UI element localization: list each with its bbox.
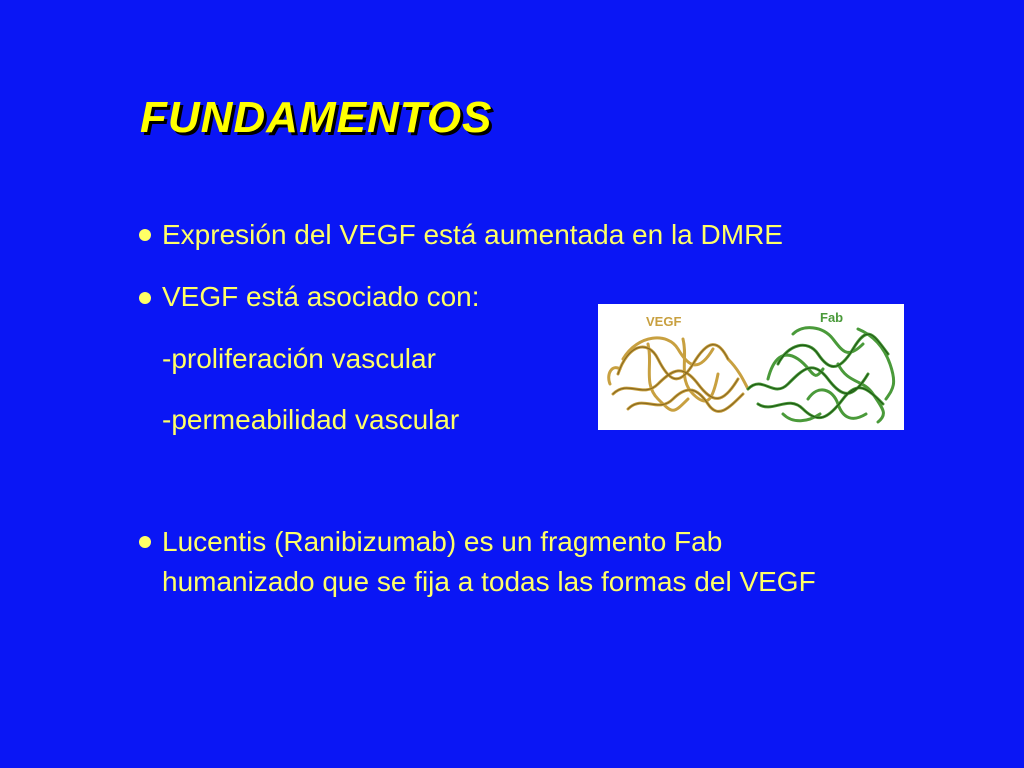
bullet-text: Lucentis (Ranibizumab) es un fragmento Fab [162, 526, 723, 557]
bullet-dot-icon [139, 292, 151, 304]
bullet-dot-icon [139, 536, 151, 548]
vegf-strands [609, 338, 748, 411]
vegf-fab-structure-image [598, 304, 904, 430]
bullet-text: humanizado que se fija a todas las formas del VEGF [162, 566, 816, 597]
fab-label: Fab [820, 310, 844, 325]
vegf-label: VEGF [646, 314, 682, 329]
bullet-text: VEGF está asociado con: [162, 281, 480, 312]
slide-title: FUNDAMENTOS [140, 93, 493, 142]
fab-strands [748, 328, 894, 422]
bullet-text: Expresión del VEGF está aumentada en la DMRE [162, 219, 783, 250]
bullet-dot-icon [139, 229, 151, 241]
sub-item: -proliferación vascular [162, 343, 436, 374]
sub-item: -permeabilidad vascular [162, 404, 460, 435]
protein-structure-graphic [598, 304, 904, 430]
